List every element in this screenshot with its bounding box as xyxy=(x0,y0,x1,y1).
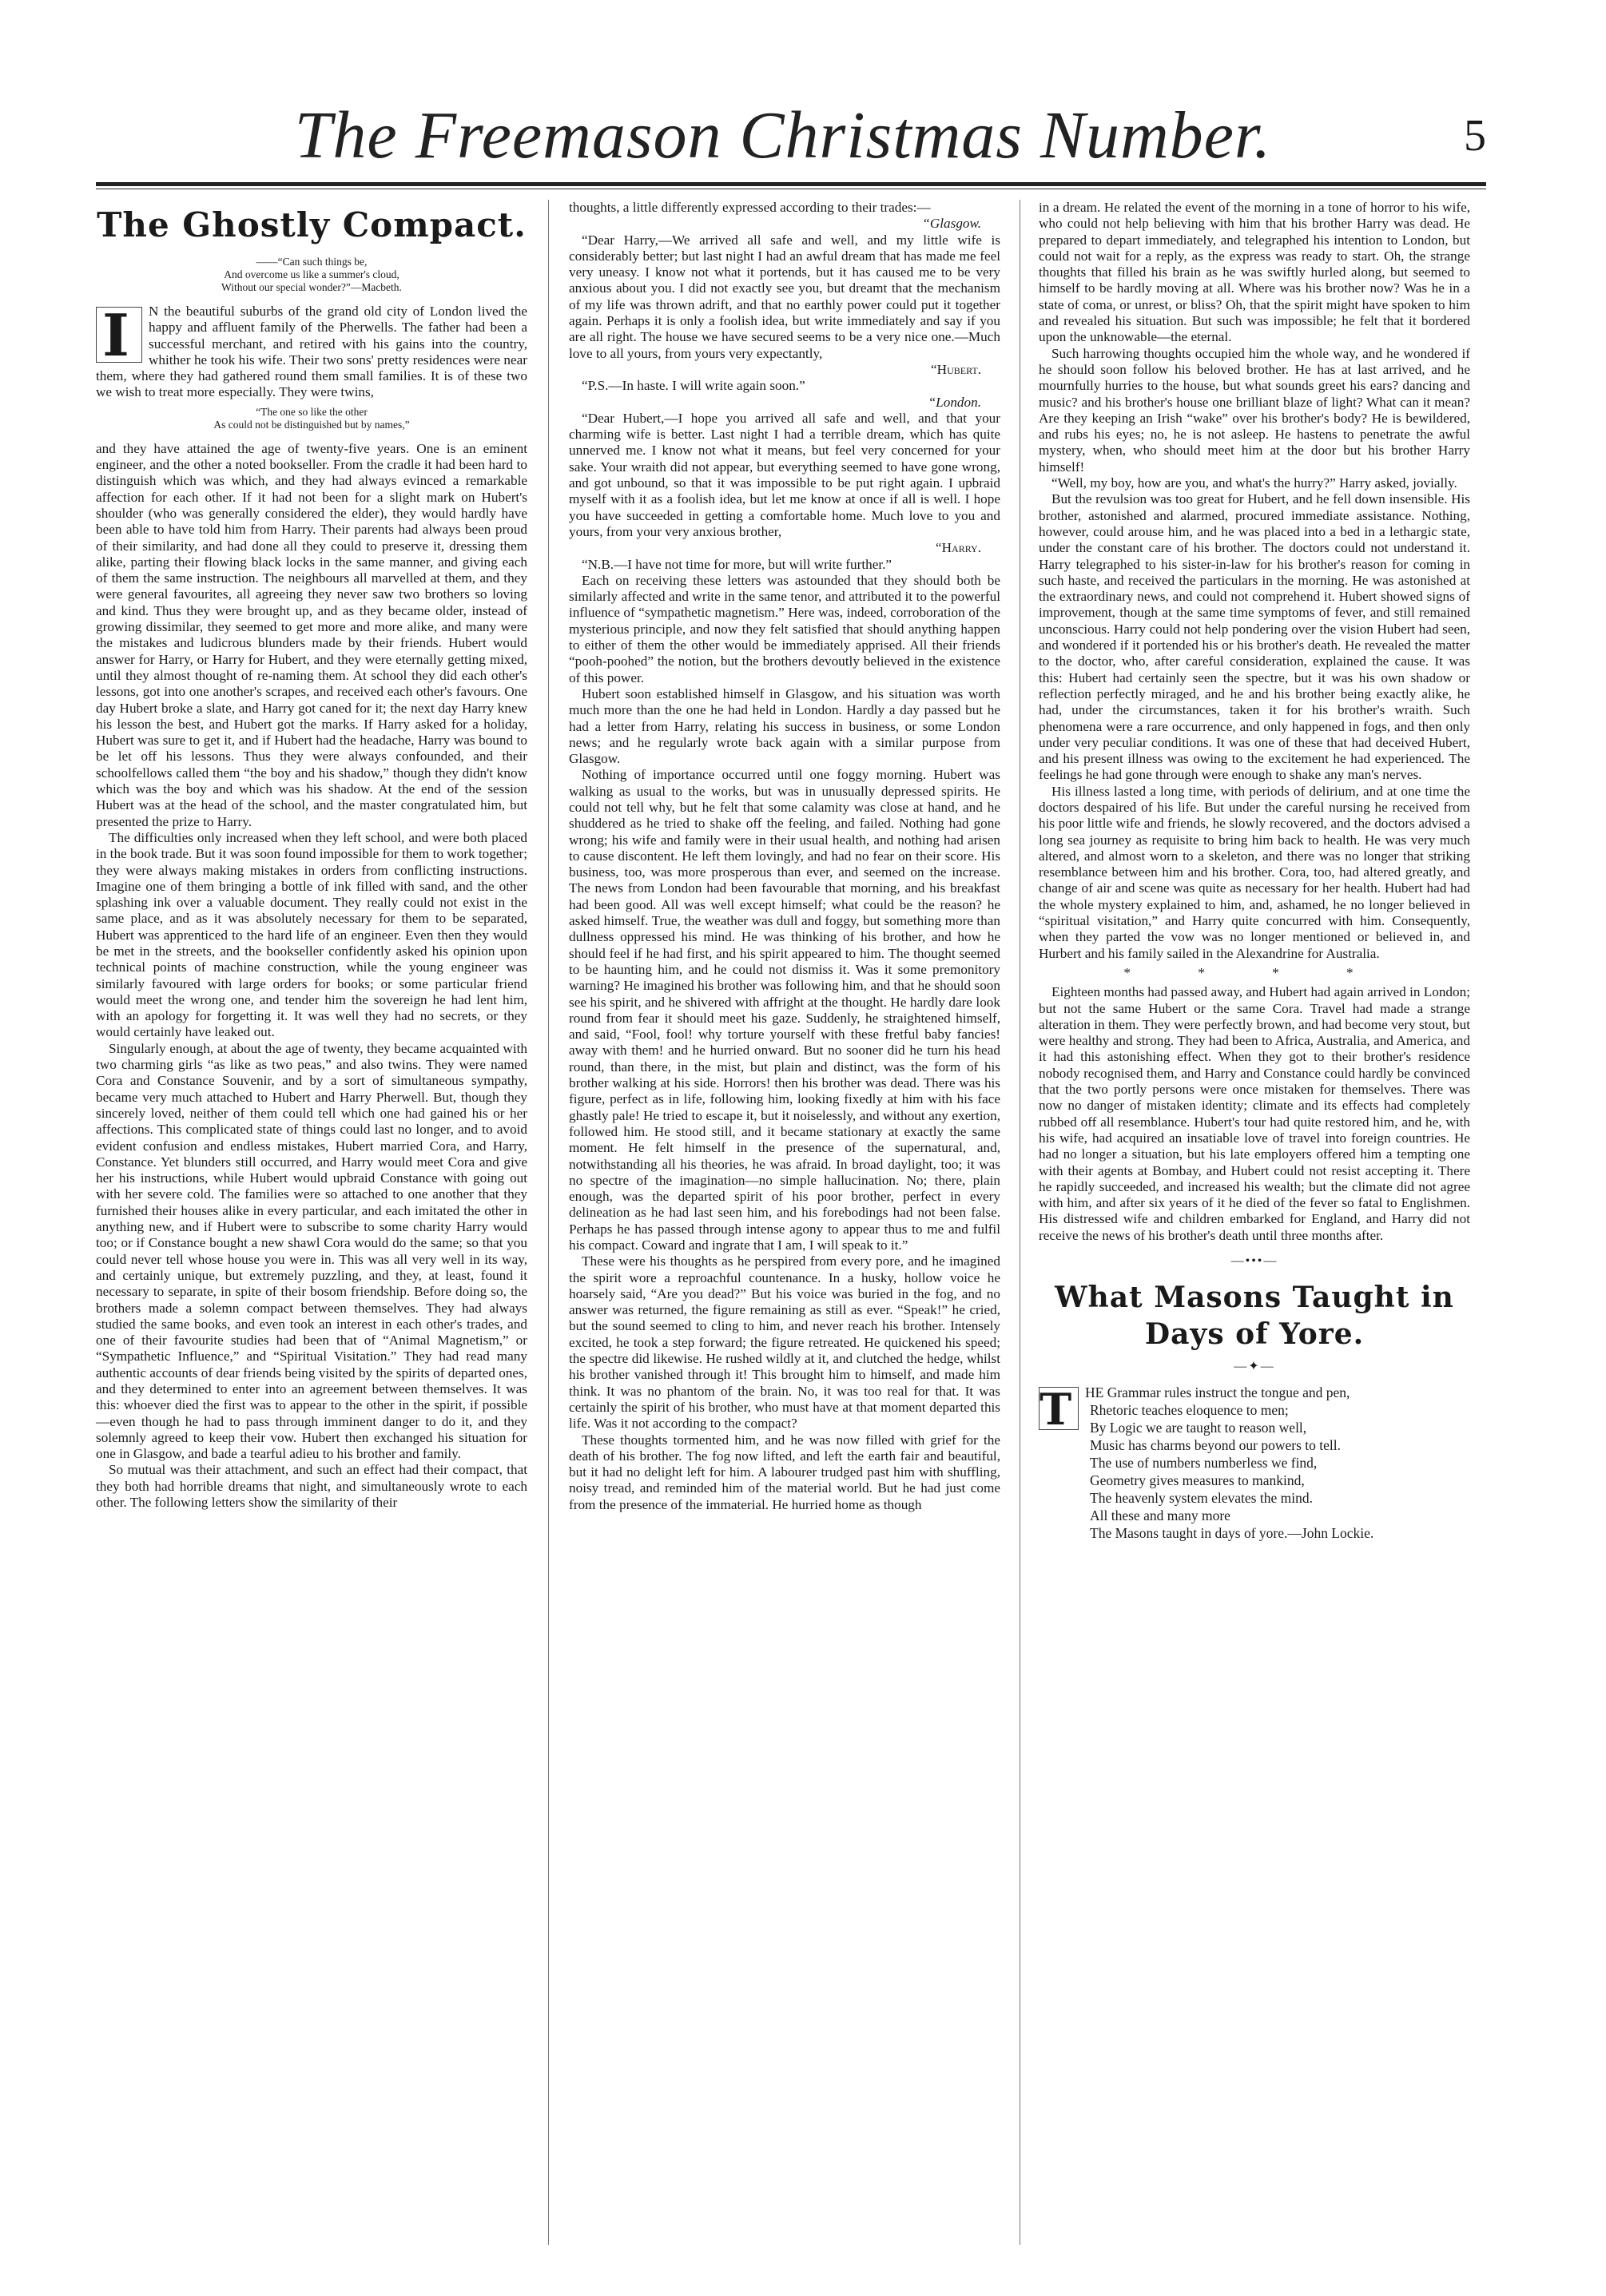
drop-cap: I xyxy=(96,307,142,363)
quote-line: As could not be distinguished but by names,” xyxy=(213,418,410,431)
paragraph xyxy=(96,301,527,401)
ornament-small: —✦— xyxy=(1234,1360,1275,1374)
paragraph: Singularly enough, at about the age of twenty, they became acquainted with two charming girls “as like as two peas,” and also twins. They were named Cora and Constance Souvenir, and by a sort of simultaneous sympathy, became very much attached to Hubert and Harry Pherwell. But, though they sincerely loved, neither of them could tell which one had gained his or her affections. This complicated state of things could last no longer, and to avoid evident confusion and endless mistakes, Hubert married Cora, and Harry, Constance. Yet blunders still occurred, and Harry would meet Cora and give her his instructions, while Hubert would upbraid Constance with going out with her severe cold. The families were so attached to one another that they furnished their houses alike in every particular, and each imitated the other in anything new, and if Hubert were to subscribe to some charity Harry would too; or if Constance bought a new shawl Cora would do the same; so that you could never tell whose house you were in. This was all very well in its way, and certainly unique, but extremely puzzling, and they, at least, found it necessary to separate, in spite of their bosom friendship. Before doing so, the brothers made a solemn compact between themselves. They had always studied the same books, and even took an interest in each other's trades, and one of their favourite studies had been that of “Animal Magnetism,” or “Sympathetic Influence,” and “Spiritual Visitation.” They had read many authentic accounts of dear friends being visited by the spirits of departed ones, and they determined to enter into an agreement between themselves. It was this: whoever died the first was to appear to the other in the spirit, if possible—even though he had to pass through imminent danger to do it, and they solemnly agreed to keep their vow. Hubert then exchanged his situation for one in Glasgow, and bade a tearful adieu to his brother and family. xyxy=(96,1040,527,1462)
paragraph: Each on receiving these letters was astounded that they should both be similarly affected and write in the same tenor, and attributed it to the powerful influence of “sympathetic magnetism.” Here was, indeed, corroboration of the mysterious principle, and now they felt satisfied that should anything happen to either of them the other would be immediately apprised. All their friends “pooh-poohed” the notion, but the brothers devoutly believed in the existence of this power. xyxy=(569,572,1000,685)
paragraph: Such harrowing thoughts occupied him the whole way, and he wondered if he should soon follow his beloved brother. He has at last arrived, and he mournfully hurries to the house, but what sounds greet his ears? dancing and music? and his brother's house one brilliant blaze of light? What can it mean? Are they keeping an Irish “wake” over his brother's body? He is bewildered, and rubs his eyes; no, he is not asleep. He hastens to penetrate the awful mystery, when, who should meet him at the door but his brother Harry himself! xyxy=(1039,345,1470,475)
letter-place: “London. xyxy=(928,394,981,410)
poem-line: By Logic we are taught to reason well, xyxy=(1090,1419,1307,1436)
letter-body: “Dear Harry,—We arrived all safe and well, and my little wife is considerably better; but last night I had an awful dream that has made me feel very uneasy. I know not what it portends, but it has caused me to be very anxious about you. I did not exactly see you, but dreamt that the mechanism of my life was thrown adrift, and that no earthly power could put it together again. Perhaps it is only a foolish idea, but write immediately and say if you are all right. The house we have secured seems to be a very nice one.—Much love to all yours, from yours very expectantly, xyxy=(569,232,1000,361)
section-break-stars: * * * * xyxy=(1123,964,1385,980)
poem-line: Geometry gives measures to mankind, xyxy=(1090,1472,1305,1488)
poem-line: All these and many more xyxy=(1090,1507,1230,1523)
letter-body: “Dear Hubert,—I hope you arrived all safe and well, and that your charming wife is better. Last night I had a terrible dream, which has quite unnerved me. I know not what it means, but feel very concerned for your sake. Your wraith did not appear, but everything seemed to have gone wrong, and got unbound, so that it was impossible to be put right again. I upbraid myself with it as a foolish idea, but let me know at once if all is well. I hope you have succeeded in getting a comfortable home. Much love to you and yours, from your very anxious brother, xyxy=(569,410,1000,539)
column-1 xyxy=(96,200,527,1511)
paragraph: Nothing of importance occurred until one foggy morning. Hubert was walking as usual to the works, but was in unusually depressed spirits. He could not tell why, but he felt that some calamity was close at hand, and he shuddered as he tried to shake off the feeling, and failed. Nothing had gone wrong; his wife and family were in their usual health, and nothing had arisen to cause discontent. He left them lovingly, and had no fear on their score. His business, too, was more prosperous than ever, and seemed on the increase. The news from London had been favourable that morning, and his breakfast had been good. All was well except himself; what could be the reason? he asked himself. True, the weather was dull and foggy, but something more than dullness oppressed his mind. He was thinking of his brother, and how he should feel if he had first, and his spirit appeared to him. The thought seemed to be haunting him, and he could not dismiss it. Was it some premonitory warning? He imagined his brother was following him, and that he should soon see his spirit, and he shivered with affright at the thought. He hardly dare look round from fear it should meet his gaze. Suddenly, he straightened himself, and said, “Fool, fool! why torture yourself with these fretful baby fancies! away with them! and he hurried onward. But no sooner did he turn his head round, than there, in the mist, but plain and distinct, was the form of his brother walking at his side. Horrors! then his brother was dead. There was his figure, perfect as in life, following him, looking fixedly at him with his face ghastly pale! He tried to escape it, but it noiselessly, and without any exertion, followed him. He stood still, and it became stationary at exactly the same moment. He felt himself in the presence of the supernatural, and, notwithstanding all his theories, he was afraid. In broad daylight, too; it was no spectre of the imagination—no simple hallucination. No; there, plain enough, was the departed spirit of his poor brother, perfect in every delineation as he had last seen him, and his forebodings had not been false. Perhaps he has passed through intense agony to appear thus to me and fulfil his compact. Coward and ingrate that I am, I will speak to it.” xyxy=(569,767,1000,1253)
epigraph xyxy=(96,256,527,294)
poem-line: Music has charms beyond our powers to tell. xyxy=(1090,1436,1341,1453)
paragraph: in a dream. He related the event of the morning in a tone of horror to his wife, who could not help believing with him that his brother Harry was dead. He prepared to depart immediately, and telegraphed his intention to London, but could not wait for a reply, as the express was ready to start. Oh, the strange thoughts that filled his brain as he was swiftly hurled along, but seemed to himself to be hardly moving at all. Where was his brother now? Was he in a state of coma, or unrest, or bliss? Oh, that the spirit might have spoken to him and revealed his situation. But such was impossible; he felt that it bordered upon the unknowable—the eternal. xyxy=(1039,200,1470,345)
page-number: 5 xyxy=(1464,111,1486,161)
drop-cap: T xyxy=(1039,1387,1079,1430)
poem-line: The heavenly system elevates the mind. xyxy=(1090,1489,1313,1506)
poem-title: What Masons Taught in Days of Yore. xyxy=(1055,1281,1454,1352)
column-2 xyxy=(569,200,1000,1513)
epigraph-line: And overcome us like a summer's cloud, xyxy=(224,268,400,280)
letter-signature: “Hubert. xyxy=(931,361,981,377)
letter-signature: “Harry. xyxy=(935,540,981,556)
poem-line: Rhetoric teaches eloquence to men; xyxy=(1090,1401,1289,1418)
column-3 xyxy=(1039,200,1470,1542)
letter-place: “Glasgow. xyxy=(922,216,981,232)
paragraph: “Well, my boy, how are you, and what's the hurry?” Harry asked, jovially. xyxy=(1051,475,1457,491)
paragraph: So mutual was their attachment, and such an effect had their compact, that they both had horrible dreams that night, and simultaneously wrote to each other. The following letters show the similarity of their xyxy=(96,1462,527,1511)
paragraph: thoughts, a little differently expressed according to their trades:— xyxy=(569,200,931,215)
poem-line: The use of numbers numberless we find, xyxy=(1090,1454,1318,1471)
poem-line-signature: The Masons taught in days of yore.—John Lockie. xyxy=(1090,1524,1374,1541)
header-rule-thick xyxy=(96,182,1486,186)
masthead-title: The Freemason Christmas Number. xyxy=(294,98,1272,173)
epigraph-line: ——“Can such things be, xyxy=(256,256,368,268)
paragraph: But the revulsion was too great for Hubert, and he fell down insensible. His brother, astonished and alarmed, procured immediate assistance. Nothing, however, could arouse him, and he was placed into a bed in a lethargic state, under the constant care of his brother. The doctors could not understand it. Harry telegraphed to his sister-in-law for his brother's reason for coming in such haste, and received the particulars in the morning. He was astonished at the extraordinary news, and could not comprehend it. Hubert showed signs of improvement, though at the same time symptoms of fever, and still remained unconscious. Harry could not help pondering over the vision Hubert had seen, and wondered if it portended his or his brother's death. He revealed the matter to the doctor, who, after careful consideration, explained the cause. It was this: Hubert had certainly seen the spectre, but it was his own shadow or reflection perfectly miraged, and he and his brother being exactly alike, he had, under the circumstances, taken it for his brother's wraith. Such phenomena were a rare occurrence, and only happened in fogs, and then only under very peculiar conditions. It was one of these that had deceived Hubert, and his present illness was owing to the excitement he had experienced. The feelings he had gone through were enough to shake any man's nerves. xyxy=(1039,491,1470,783)
inline-quote xyxy=(96,406,527,431)
ornament-divider: —•••— xyxy=(1230,1254,1278,1268)
poem-line-text: HE Grammar rules instruct the tongue and pen, xyxy=(1085,1384,1350,1400)
paragraph-text: N the beautiful suburbs of the grand old city of London lived the happy and affluent family of the Pherwells. The father had been a successful merchant, and retired with his gains into the country, whither he took his wife. Their two sons' pretty residences were near them, where they had gathered round them small families. It is of these two we wish to treat more especially. They were twins, xyxy=(96,304,527,400)
paragraph: These were his thoughts as he perspired from every pore, and he imagined the spirit wore a reproachful countenance. In a husky, hollow voice he hoarsely said, “Are you dead?” But his voice was buried in the fog, and no answer was returned, the figure remaining as still as ever. “Speak!” he cried, but the sound seemed to cling to him, and never reach his brother. Intensely excited, he took a step forward; the figure retreated. He quickened his speed; the spectre did likewise. He rushed wildly at it, and clutched the hedge, whilst his brother vanished through it! This brought him to himself, and made him think. It was no phantom of the brain. No, it was too real for that. It was certainly the spirit of his brother, who must have at that moment departed this life. Was it not according to the compact? xyxy=(569,1253,1000,1432)
letter-postscript: “N.B.—I have not time for more, but will write further.” xyxy=(582,556,892,572)
column-divider xyxy=(548,200,549,2245)
paragraph: Eighteen months had passed away, and Hubert had again arrived in London; but not the same Hubert or the same Cora. Travel had made a strange alteration in them. They were perfectly brown, and had become very stout, but were healthy and strong. They had been to Africa, Australia, and America, and it had this astonishing effect. When they got to their brother's residence nobody recognised them, and Harry and Constance could hardly be convinced that the two portly persons were once mistaken for themselves. There was now no danger of mistaken identity; climate and its effects had completely rubbed off all resemblance. Hubert's tour had quite restored him, and he, with his wife, had acquired an insatiable love of travel into foreign countries. He had no longer a situation, but his late employers offered him a tempting one with their agents at Bombay, and Hubert could not resist accepting it. There he rapidly succeeded, and increased his wealth; but the climate did not agree with him, and after six years of it he died of the fever so fatal to Englishmen. His distressed wife and children embarked for England, and Harry did not receive the news of his brother's death until three months after. xyxy=(1039,984,1470,1243)
paragraph: His illness lasted a long time, with periods of delirium, and at one time the doctors despaired of his life. But under the careful nursing he received from his poor little wife and friends, he slowly recovered, and the doctors advised a long sea journey as requisite to bring him back to health. He was very much altered, and almost worn to a skeleton, and there was no longer that striking resemblance between him and his brother. Cora, too, had altered greatly, and change of air and scene was quite as necessary for her health. Hubert had had the whole mystery explained to him, and, ashamed, he no longer believed in “spiritual visitation,” and Harry quite concurred with him. Consequently, when they parted the vow was no longer mentioned or believed in, and Hurbert and his family sailed in the Alexandrine for Australia. xyxy=(1039,783,1470,961)
story-title: The Ghostly Compact. xyxy=(97,205,527,244)
poem xyxy=(1040,1383,1470,1542)
paragraph: and they have attained the age of twenty-five years. One is an eminent engineer, and the other a noted bookseller. From the cradle it had been hard to distinguish which was which, and they had always evinced a remarkable affection for each other. If it had not been for a slight mark on Hubert's shoulder (who was generally considered the elder), they would hardly have been able to have told him from Harry. Their parents had always been proud of their similarity, and had done all they could to preserve it, dressing them alike, parting their flowing black locks in the same manner, and giving each of them the same instruction. The neighbours all marvelled at them, and they were general favourites, all agreeing they never saw two brothers so loving and kind. Thus they were brought up, and as they became older, instead of growing dissimilar, they seemed to get more and more alike, and many were the mistakes and ludicrous blunders made by their friends. Hubert would answer for Harry, or Harry for Hubert, and they were eternally getting mixed, until they almost thought of re-naming them. At school they did each other's lessons, got into one another's scrapes, and received each other's favours. One day Hubert broke a slate, and Harry got caned for it; the next day Harry knew his lesson the best, and Hubert got the marks. If Harry asked for a holiday, Hubert was sure to get it, and if Hubert had the headache, Harry was bound to be let off his lessons. Thus they were always confounded, and their schoolfellows called them “the boy and his shadow,” though they didn't know which was the boy and which was his shadow. At the end of the session Hubert was at the head of the school, and the master congratulated him, but presented the prize to Harry. xyxy=(96,440,527,829)
quote-line: “The one so like the other xyxy=(256,405,368,418)
paragraph: Hubert soon established himself in Glasgow, and his situation was worth much more than the one he had held in London. Hardly a day passed but he had a letter from Harry, relating his success in business, or some London news; and he regularly wrote back again with a similar purpose from Glasgow. xyxy=(569,685,1000,767)
page-header xyxy=(96,96,1486,176)
letter-postscript: “P.S.—In haste. I will write again soon.” xyxy=(582,378,805,394)
paragraph: These thoughts tormented him, and he was now filled with grief for the death of his brother. The fog now lifted, and left the earth fair and beautiful, but it had no delight left for him. A labourer trudged past him with shuffling, noisy tread, and reminded him of the material world. But he had just come from the presence of the immaterial. He hurried home as though xyxy=(569,1432,1000,1512)
paragraph: The difficulties only increased when they left school, and were both placed in the book trade. But it was soon found impossible for them to work together; they were always making mistakes in orders from conflicting instructions. Imagine one of them bringing a bottle of ink filled with sand, and the other splashing ink over a valuable document. They really could not exist in the same place, and as it was absolutely necessary for them to be separated, Hubert was apprenticed to the hard life of an engineer. Even then they would be met in the streets, and the bookseller confidently asked his opinion upon technical points of machine construction, while the young engineer was similarly favoured with large orders for books; or some particular friend would meet the wrong one, and tender him the sovereign he had lent him, with an apology for forgetting it. It was well they had no secrets, or they would certainly have leaked out. xyxy=(96,829,527,1040)
epigraph-line: Without our special wonder?”—Macbeth. xyxy=(221,281,402,293)
